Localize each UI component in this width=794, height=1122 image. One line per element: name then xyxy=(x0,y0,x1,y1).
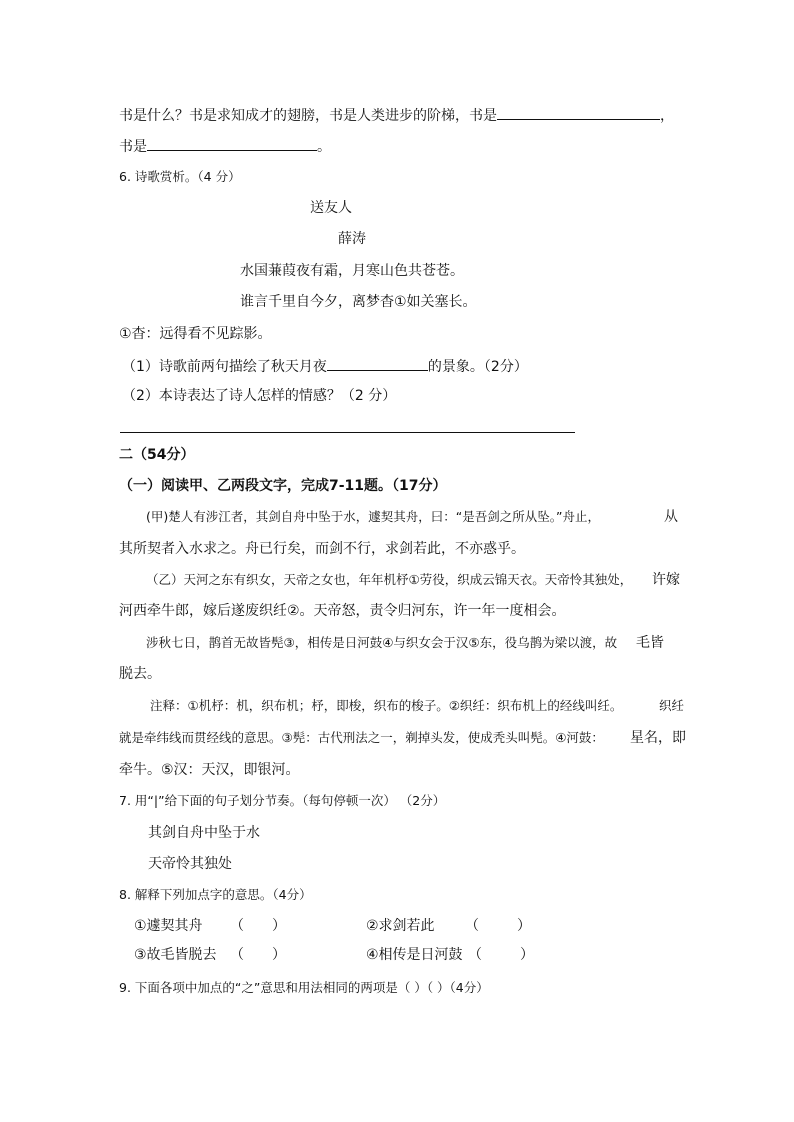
section-2-title: 二（54分） xyxy=(119,447,195,463)
passage-yi-line-3-end: 毛皆 xyxy=(636,635,664,651)
close-paren: ） xyxy=(272,918,286,934)
q5-line-2-end: 。 xyxy=(317,139,331,155)
q5-line-1-end: ， xyxy=(660,108,674,124)
notes-line-1-end: 织纴 xyxy=(659,698,685,713)
answer-line[interactable] xyxy=(120,432,575,433)
q8-item-3-answer[interactable] xyxy=(230,946,286,964)
q8-item-1-text: ①遽契其舟 xyxy=(134,918,203,934)
q7-sentence-1[interactable]: 其剑自舟中坠于水 xyxy=(148,825,260,841)
poem-author: 薛涛 xyxy=(338,231,366,247)
passage-jia-line-1: (甲)楚人有涉江者，其剑自舟中坠于水，遽契其舟，曰：“是吾剑之所从坠。”舟止， xyxy=(146,509,600,524)
poem-line-1: 水国蒹葭夜有霜，月寒山色共苍苍。 xyxy=(240,263,464,279)
open-paren: （ xyxy=(230,947,244,963)
q7-sentence-2[interactable]: 天帝怜其独处 xyxy=(148,856,232,872)
q8-item-1-answer[interactable] xyxy=(230,917,286,935)
q8-item-4-text: ④相传是日河鼓 xyxy=(366,947,463,963)
q9-heading: 9. 下面各项中加点的“之”意思和用法相同的两项是（ ）（ ）（4分） xyxy=(119,980,489,995)
poem-title: 送友人 xyxy=(310,200,352,216)
q8-item-4-answer[interactable] xyxy=(468,946,534,964)
q5-line-1 xyxy=(119,105,674,125)
q5-line-2-text: 书是 xyxy=(119,139,147,155)
notes-line-1: 注释：①机杼：机，织布机；杼，即梭，织布的梭子。②织纴：织布机上的经线叫纴。 xyxy=(150,698,623,713)
notes-line-3: 牵牛。⑤汉：天汉，即银河。 xyxy=(119,762,300,778)
open-paren: （ xyxy=(468,947,482,963)
q8-item-2 xyxy=(366,917,435,935)
q8-item-2-text: ②求剑若此 xyxy=(366,918,435,934)
q6-sub-1-end: 的景象。（2分） xyxy=(427,359,528,375)
answer-blank[interactable] xyxy=(327,356,428,371)
notes-line-2: 就是牵纬线而贯经线的意思。③髡：古代刑法之一，剃掉头发，使成秃头叫髡。④河鼓： xyxy=(119,730,604,745)
q6-sub-2: （2）本诗表达了诗人怎样的情感？（2 分） xyxy=(122,388,397,404)
notes-line-2-end: 星名，即 xyxy=(630,730,686,746)
close-paren: ） xyxy=(272,947,286,963)
answer-blank[interactable] xyxy=(497,105,660,120)
q5-line-1-text: 书是什么？书是求知成才的翅膀，书是人类进步的阶梯，书是 xyxy=(119,108,497,124)
poem-note: ①杳：远得看不见踪影。 xyxy=(119,326,272,342)
open-paren: （ xyxy=(230,918,244,934)
passage-yi-line-4: 脱去。 xyxy=(119,666,161,682)
passage-yi-line-3: 涉秋七日，鹊首无故皆髡③，相传是日河鼓④与织女会于汉⑤东，役乌鹊为梁以渡，故 xyxy=(146,635,618,650)
q8-item-3-text: ③故毛皆脱去 xyxy=(134,947,217,963)
q7-heading: 7. 用“|”给下面的句子划分节奏。（每句停顿一次） （2分） xyxy=(119,793,446,808)
q6-sub-1-text: （1）诗歌前两句描绘了秋天月夜 xyxy=(122,359,327,375)
q6-sub-1 xyxy=(122,356,528,376)
passage-yi-line-1: （乙）天河之东有织女，天帝之女也，年年机杼①劳役，织成云锦天衣。天帝怜其独处， xyxy=(146,572,633,587)
open-paren: （ xyxy=(465,918,479,934)
passage-yi-line-1-end: 许嫁 xyxy=(652,572,680,588)
q8-heading: 8. 解释下列加点字的意思。（4分） xyxy=(119,887,312,902)
q5-line-2 xyxy=(119,136,331,156)
q8-item-3 xyxy=(134,946,217,964)
answer-blank[interactable] xyxy=(147,136,317,151)
part-1-title: （一）阅读甲、乙两段文字，完成7-11题。（17分） xyxy=(119,478,447,494)
poem-line-2: 谁言千里自今夕，离梦杳①如关塞长。 xyxy=(240,294,477,310)
passage-yi-line-2: 河西牵牛郎，嫁后遂废织纴②。天帝怒，责令归河东，许一年一度相会。 xyxy=(119,603,566,619)
passage-jia-line-1-end: 从 xyxy=(664,509,678,525)
q8-item-2-answer[interactable] xyxy=(465,917,531,935)
close-paren: ） xyxy=(520,947,534,963)
close-paren: ） xyxy=(517,918,531,934)
q8-item-1 xyxy=(134,917,203,935)
q6-heading: 6. 诗歌赏析。（4 分） xyxy=(119,169,241,184)
passage-jia-line-2: 其所契者入水求之。舟已行矣，而剑不行，求剑若此，不亦惑乎。 xyxy=(119,541,525,557)
q8-item-4 xyxy=(366,946,463,964)
